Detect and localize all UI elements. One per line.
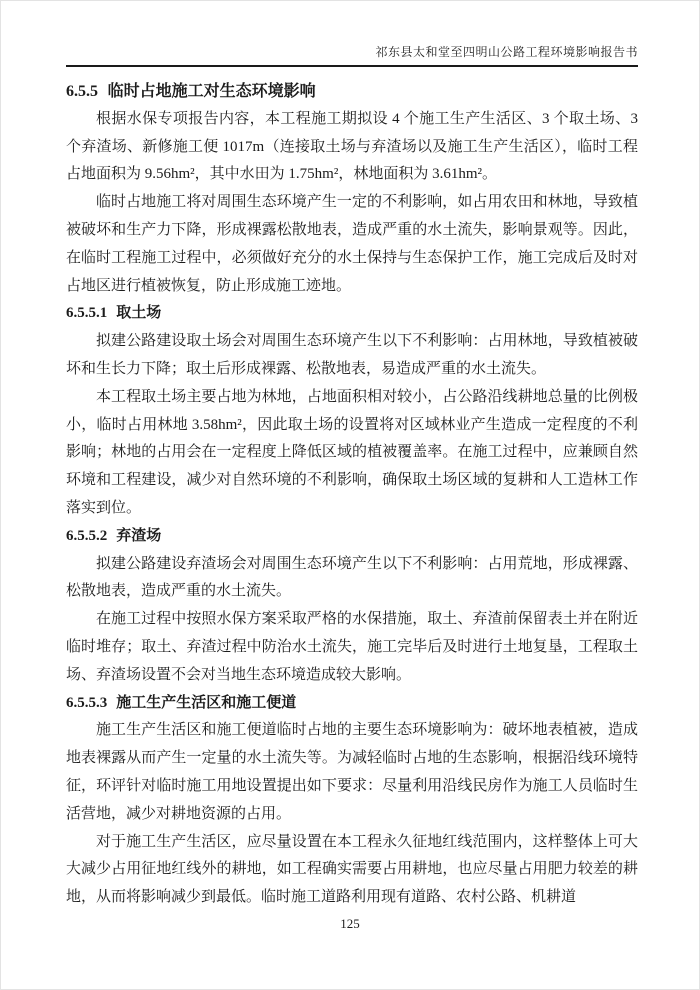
section-number: 6.5.5 <box>66 83 98 100</box>
page-number: 125 <box>340 916 360 931</box>
section-title: 施工生产生活区和施工便道 <box>116 694 297 711</box>
section-number: 6.5.5.1 <box>66 305 108 322</box>
section-title: 临时占地施工对生态环境影响 <box>107 83 316 100</box>
paragraph: 对于施工生产生活区，应尽量设置在本工程永久征地红线范围内，这样整体上可大大减少占用征地红线外的耕地，如工程确实需要占用耕地，也应尽量占用肥力较差的耕地，从而将影响减少到最低。临时施工道路利用现有道路、农村公路、机耕道 <box>66 833 638 906</box>
section-number: 6.5.5.3 <box>66 694 108 711</box>
paragraph: 本工程取土场主要占地为林地，占地面积相对较小，占公路沿线耕地总量的比例极小，临时占用林地 3.58hm²，因此取土场的设置将对区域林业产生造成一定程度的不利影响；林地的占用会在一定程度上降低区域的植被覆盖率。在施工过程中，应兼顾自然环境和工程建设，减少对自然环境的不利影响，确保取土场区域的复耕和人工造林工作落实到位。 <box>66 388 638 516</box>
section-heading <box>66 300 638 328</box>
paragraph: 拟建公路建设弃渣场会对周围生态环境产生以下不利影响：占用荒地，形成裸露、松散地表，造成严重的水土流失。 <box>66 555 638 600</box>
header-rule <box>66 65 638 67</box>
section-heading <box>66 523 638 551</box>
page-footer <box>0 916 700 932</box>
section-heading <box>66 690 638 718</box>
section-title: 取土场 <box>116 305 162 322</box>
page-header <box>66 44 638 60</box>
section-heading <box>66 78 638 106</box>
running-title: 祁东县太和堂至四明山公路工程环境影响报告书 <box>375 45 638 59</box>
paragraph: 根据水保专项报告内容，本工程施工期拟设 4 个施工生产生活区、3 个取土场、3 个弃渣场、新修施工便 1017m（连接取土场与弃渣场以及施工生产生活区），临时工程占地面积为 9.56hm²，其中水田为 1.75hm²，林地面积为 3.61hm²。 <box>66 110 638 183</box>
paragraph: 施工生产生活区和施工便道临时占地的主要生态环境影响为：破坏地表植被，造成地表裸露从而产生一定量的水土流失等。为减轻临时占地的生态影响，根据沿线环境特征，环评针对临时施工用地设置提出如下要求：尽量利用沿线民房作为施工人员临时生活营地，减少对耕地资源的占用。 <box>66 722 638 822</box>
section-title: 弃渣场 <box>116 527 162 544</box>
section-number: 6.5.5.2 <box>66 527 108 544</box>
paragraph: 拟建公路建设取土场会对周围生态环境产生以下不利影响：占用林地，导致植被破坏和生长力下降；取土后形成裸露、松散地表，易造成严重的水土流失。 <box>66 333 638 377</box>
document-body <box>66 78 638 912</box>
paragraph: 临时占地施工将对周围生态环境产生一定的不利影响，如占用农田和林地，导致植被破坏和生产力下降，形成裸露松散地表，造成严重的水土流失，影响景观等。因此，在临时工程施工过程中，必须做好充分的水土保持与生态保护工作，施工完成后及时对占地区进行植被恢复，防止形成施工迹地。 <box>66 194 638 294</box>
paragraph: 在施工过程中按照水保方案采取严格的水保措施，取土、弃渣前保留表土并在附近临时堆存；取土、弃渣过程中防治水土流失，施工完毕后及时进行土地复垦，工程取土场、弃渣场设置不会对当地生态环境造成较大影响。 <box>66 611 638 683</box>
